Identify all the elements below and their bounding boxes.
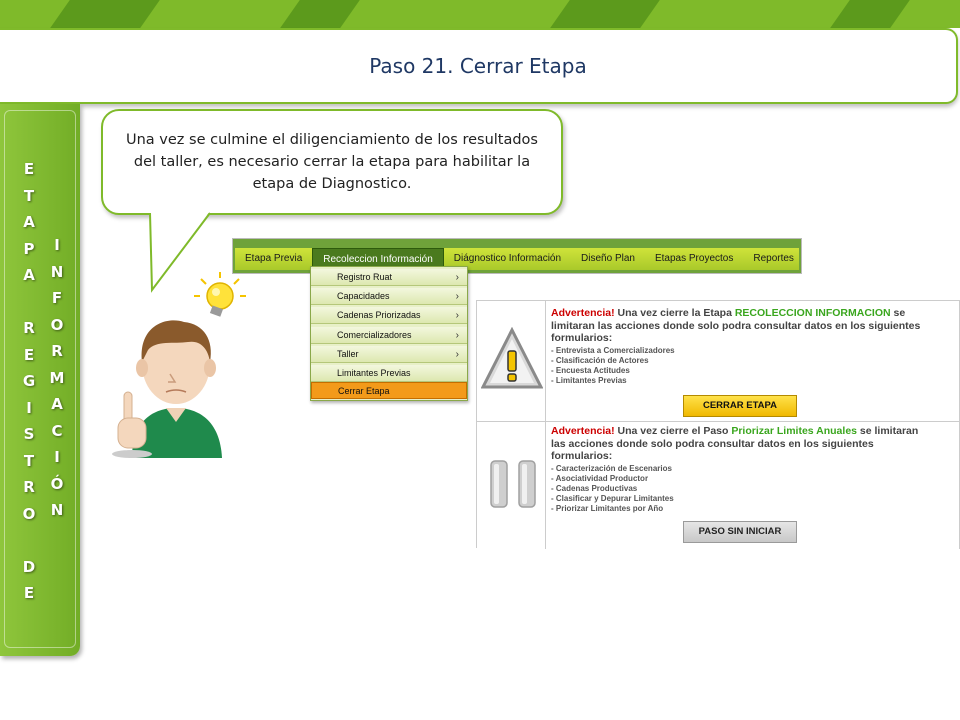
- nav-item[interactable]: Reportes: [753, 253, 794, 264]
- warning-list-item: - Asociatividad Productor: [551, 473, 649, 483]
- dropdown-item[interactable]: Comercializadores ›: [311, 327, 467, 344]
- sidebar-letter: I: [26, 398, 32, 417]
- warning-text-1: Advertencia! Una vez cierre la Etapa RECOLECCION INFORMACION se limitaran las acciones donde solo podra consultar datos en los siguientes formularios: - Entrevista a Comercializadores - Clasificación de Actores - Encuesta Actitudes - Limitantes Previas: [551, 307, 921, 385]
- nav-item[interactable]: Diágnostico Información: [453, 253, 562, 264]
- sidebar-letter: A: [23, 266, 35, 284]
- chevron-right-icon: ›: [455, 330, 459, 341]
- warning-list-item: - Cadenas Productivas: [551, 483, 638, 493]
- sidebar-letter: S: [23, 425, 35, 443]
- corpoica-leaf-icon: [796, 638, 832, 678]
- dropdown-item[interactable]: Taller ›: [311, 346, 467, 363]
- corpoica-20-anos-logo: [796, 628, 946, 708]
- sidebar-letter: A: [23, 213, 35, 231]
- nav-item[interactable]: Etapas Proyectos: [654, 253, 734, 264]
- pause-icon: [485, 459, 541, 509]
- warning-list-item: - Clasificar y Depurar Limitantes: [551, 493, 674, 503]
- chevron-right-icon: ›: [455, 291, 459, 302]
- warning-list-2: [551, 464, 921, 514]
- sidebar-letter: R: [23, 319, 35, 337]
- nav-item[interactable]: Etapa Previa: [245, 253, 303, 264]
- sidebar-letter: T: [23, 186, 35, 205]
- warning-list-1: [551, 346, 921, 386]
- chevron-right-icon: ›: [455, 349, 459, 360]
- sidebar-letter: A: [51, 395, 63, 413]
- warning-highlight-2: Priorizar Limites Anuales: [731, 425, 857, 437]
- sidebar-letter: E: [23, 345, 35, 364]
- chevron-right-icon: ›: [455, 310, 459, 321]
- page-title: Paso 21. Cerrar Etapa: [369, 54, 587, 78]
- sidebar-letter: M: [49, 368, 65, 387]
- logo-name: Corpoica: [828, 648, 943, 676]
- paso-sin-iniciar-button[interactable]: PASO SIN INICIAR: [683, 521, 797, 543]
- sidebar-letter: O: [50, 315, 64, 334]
- warning-list-item: - Limitantes Previas: [551, 375, 627, 385]
- warning-text-2: Advertencia! Una vez cierre el Paso Priorizar Limites Anuales se limitaran las acciones donde solo podra consultar datos en los siguientes formularios: - Caracterización de Escenarios - Asociatividad Productor - Cadenas Productivas - Clasificar y Depurar Limitantes - Priorizar Limitantes por Año: [551, 425, 921, 514]
- sidebar-letter: T: [23, 451, 35, 470]
- chevron-right-icon: ›: [455, 272, 459, 283]
- dropdown-item[interactable]: Registro Ruat ›: [311, 269, 467, 286]
- dropdown-item[interactable]: Cadenas Priorizadas ›: [311, 307, 467, 324]
- sidebar-letter: O: [22, 504, 36, 523]
- sidebar-letter: N: [50, 262, 64, 281]
- warning-triangle-icon: [481, 327, 543, 391]
- sidebar-letter: E: [23, 584, 35, 602]
- sidebar-letter: N: [50, 501, 64, 519]
- warning-list-item: - Entrevista a Comercializadores: [551, 345, 675, 355]
- warning-lead-1: Advertencia!: [551, 307, 615, 319]
- warning-list-item: - Caracterización de Escenarios: [551, 463, 672, 473]
- sidebar-letter: I: [54, 236, 60, 254]
- dropdown-item[interactable]: Cerrar Etapa: [311, 382, 467, 399]
- sidebar-letter: C: [51, 421, 63, 440]
- dropdown-item[interactable]: Limitantes Previas: [311, 365, 467, 382]
- recoleccion-dropdown-menu: [310, 266, 468, 401]
- sidebar-letter: E: [23, 160, 35, 178]
- warning-panel: [476, 300, 960, 548]
- sidebar-letter: Ó: [50, 474, 64, 493]
- dropdown-item[interactable]: Capacidades ›: [311, 288, 467, 305]
- sidebar-letter: G: [22, 372, 36, 390]
- sidebar-letter: R: [23, 478, 35, 496]
- warning-list-item: - Clasificación de Actores: [551, 355, 649, 365]
- warning-highlight-1: RECOLECCION INFORMACION: [734, 307, 891, 319]
- warning-lead-2: Advertencia!: [551, 425, 615, 437]
- sidebar-letter: I: [54, 448, 60, 466]
- sidebar-letter: R: [51, 342, 63, 360]
- sidebar-letter: D: [22, 557, 36, 576]
- bubble-text: Una vez se culmine el diligenciamiento de los resultados del taller, es necesario cerrar la etapa para habilitar la etapa de Diagnostico.: [126, 132, 538, 192]
- logo-years: 20años: [870, 678, 935, 702]
- speech-bubble-tail: [0, 0, 300, 300]
- warning-list-item: - Priorizar Limitantes por Año: [551, 503, 664, 513]
- sidebar-letter: F: [51, 289, 63, 307]
- nav-item[interactable]: Recoleccion Información: [312, 248, 444, 270]
- cerrar-etapa-button[interactable]: CERRAR ETAPA: [683, 395, 797, 417]
- sidebar-letter: P: [23, 239, 35, 258]
- warning-list-item: - Encuesta Actitudes: [551, 365, 630, 375]
- nav-item[interactable]: Diseño Plan: [581, 253, 635, 264]
